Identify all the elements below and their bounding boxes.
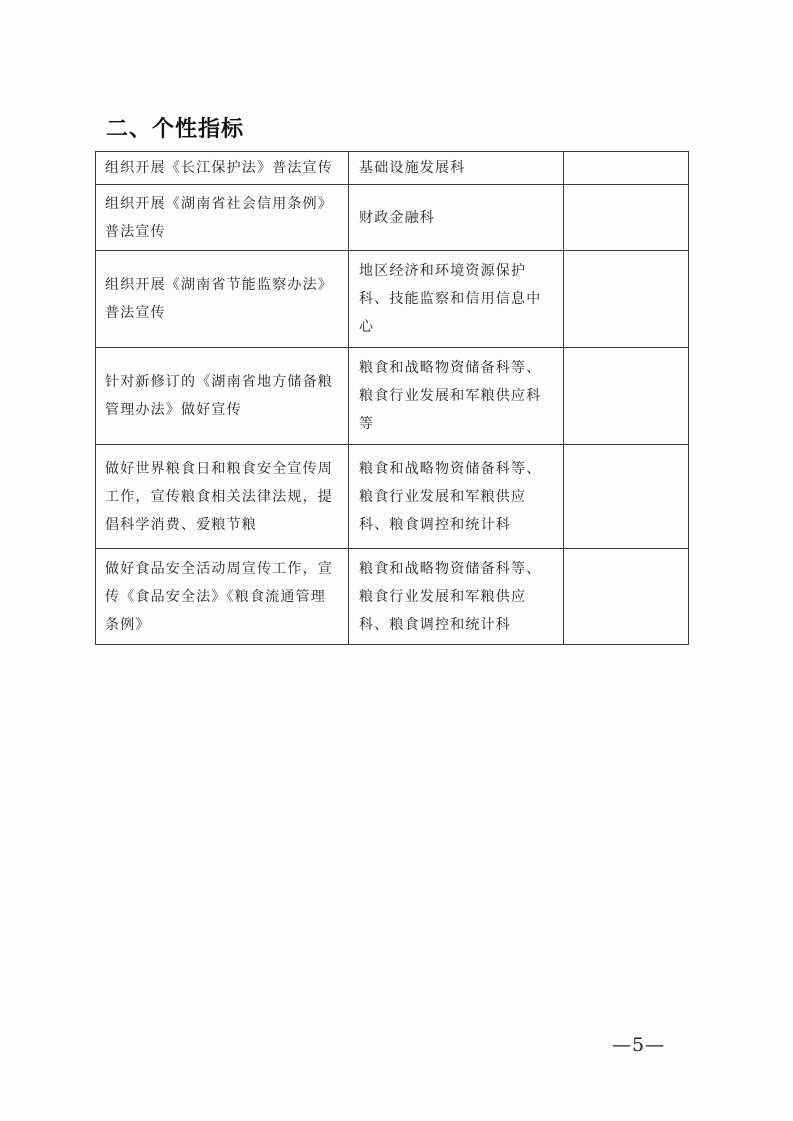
department-cell: 地区经济和环境资源保护科、技能监察和信用信息中心 [349, 251, 564, 348]
department-cell: 粮食和战略物资储备科等、粮食行业发展和军粮供应科等 [349, 348, 564, 445]
remark-cell [564, 185, 689, 251]
remark-cell [564, 549, 689, 645]
task-cell: 针对新修订的《湖南省地方储备粮管理办法》做好宣传 [96, 348, 349, 445]
remark-cell [564, 152, 689, 185]
department-cell: 粮食和战略物资储备科等、粮食行业发展和军粮供应科、粮食调控和统计科 [349, 445, 564, 549]
section-heading: 二、个性指标 [106, 117, 245, 142]
table-row [96, 152, 689, 185]
indicator-table [95, 151, 689, 645]
remark-cell [564, 445, 689, 549]
table-row [96, 348, 689, 445]
remark-cell [564, 251, 689, 348]
task-cell: 组织开展《湖南省社会信用条例》普法宣传 [96, 185, 349, 251]
remark-cell [564, 348, 689, 445]
task-cell: 组织开展《长江保护法》普法宣传 [96, 152, 349, 185]
task-cell: 组织开展《湖南省节能监察办法》普法宣传 [96, 251, 349, 348]
department-cell: 财政金融科 [349, 185, 564, 251]
department-cell: 基础设施发展科 [349, 152, 564, 185]
task-cell: 做好食品安全活动周宣传工作，宣传《食品安全法》《粮食流通管理条例》 [96, 549, 349, 645]
department-cell: 粮食和战略物资储备科等、粮食行业发展和军粮供应科、粮食调控和统计科 [349, 549, 564, 645]
table-row [96, 445, 689, 549]
table-row [96, 185, 689, 251]
table-row [96, 251, 689, 348]
page-number: —5— [612, 1034, 666, 1056]
task-cell: 做好世界粮食日和粮食安全宣传周工作，宣传粮食相关法律法规，提倡科学消费、爱粮节粮 [96, 445, 349, 549]
table-row [96, 549, 689, 645]
